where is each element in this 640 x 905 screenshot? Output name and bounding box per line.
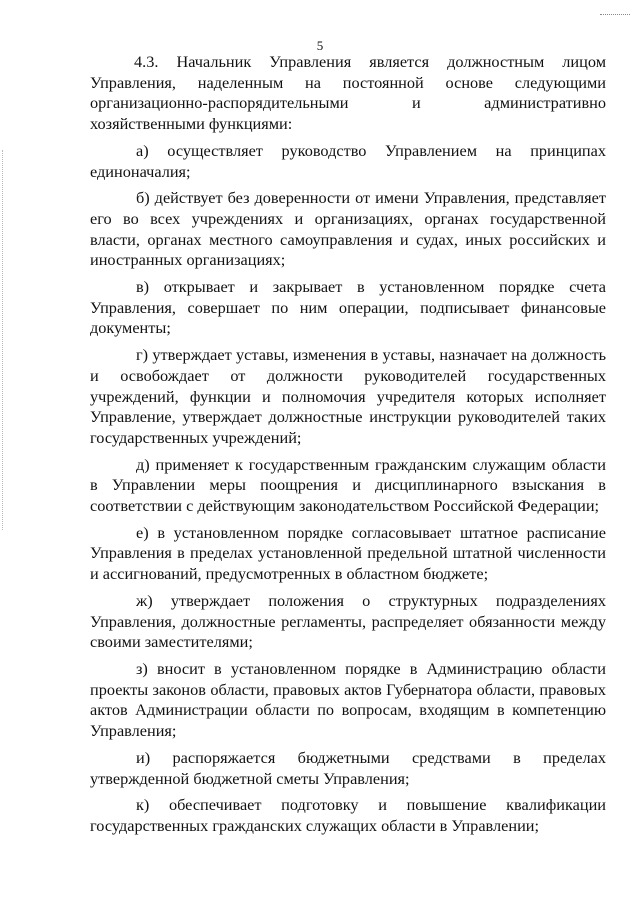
paragraph-e: е) в установленном порядке согласовывает штатное расписание Управления в пределах установленной предельной штатной численности и ассигнований, предусмотренных в областном бюджете; [90,522,606,584]
paragraph-a: а) осуществляет руководство Управлением на принципах единоначалия; [90,140,606,181]
paragraph-i: и) распоряжается бюджетными средствами в пределах утвержденной бюджетной сметы Управления; [90,747,606,788]
paragraph-k: к) обеспечивает подготовку и повышение квалификации государственных гражданских служащих области в Управлении; [90,795,606,835]
paragraph-g: г) утверждает уставы, изменения в уставы, назначает на должность и освобождает от должности руководителей государственных учреждений, функции и полномочия учредителя которых исполняет Управление, утверждает должностные инструкции руководителей таких государственных учреждений; [90,345,606,447]
paragraph-b: б) действует без доверенности от имени Управления, представляет его во всех учреждениях и организациях, органах государственной власти, органах местного самоуправления и судах, иных российских и иностранных организациях; [90,188,606,270]
paragraph-v: в) открывает и закрывает в установленном порядке счета Управления, совершает по ним операции, подписывает финансовые документы; [90,277,606,338]
paragraph-z: з) вносит в установленном порядке в Администрацию области проекты законов области, правовых актов Губернатора области, правовых актов Администрации области по вопросам, входящим в компетенцию Управления; [90,658,606,741]
scan-artifact [600,14,630,18]
document-body [90,52,606,843]
paragraph-zh: ж) утверждает положения о структурных подразделениях Управления, должностные регламенты, распределяет обязанности между своими заместителями; [90,590,606,652]
paragraph-4-3: 4.3. Начальник Управления является должностным лицом Управления, наделенным на постоянной основе следующими организационно-распорядительными и административно хозяйственными функциями: [90,52,606,134]
page-number: 5 [316,38,324,53]
scan-edge-artifact [2,150,6,530]
paragraph-d: д) применяет к государственным гражданским служащим области в Управлении меры поощрения и дисциплинарного взыскания в соответствии с действующим законодательством Российской Федерации; [90,454,606,516]
